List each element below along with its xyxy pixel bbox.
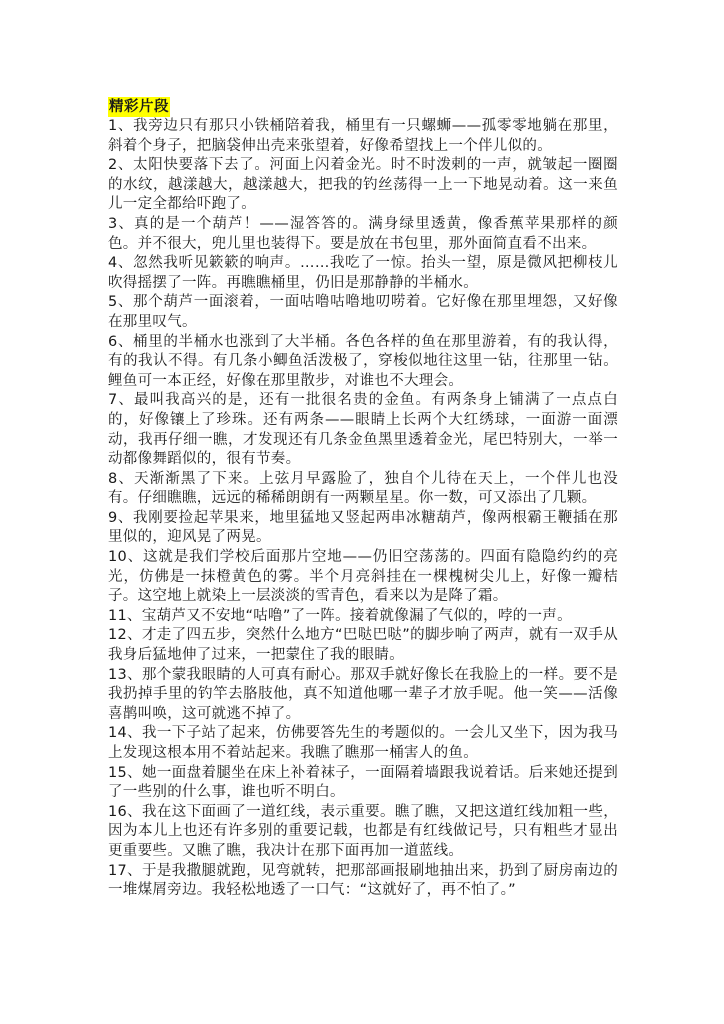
paragraph-2: 2、太阳快要落下去了。河面上闪着金光。时不时泼剌的一声，就皱起一圈圈的水纹，越漾越大，越漾越大，把我的钓丝荡得一上一下地晃动着。这一来鱼儿一定全都给吓跑了。 bbox=[108, 157, 618, 213]
paragraph-16: 16、我在这下面画了一道红线，表示重要。瞧了瞧，又把这道红线加粗一些，因为本儿上也还有许多别的重要记载，也都是有红线做记号，只有粗些才显出更重要些。又瞧了瞧，我决计在那下面再加一道蓝线。 bbox=[108, 803, 618, 859]
paragraph-9: 9、我刚要捡起苹果来，地里猛地又竖起两串冰糖葫芦，像两根霸王鞭插在那里似的，迎风晃了两晃。 bbox=[108, 509, 618, 546]
paragraph-5: 5、那个葫芦一面滚着，一面咕噜咕噜地叨唠着。它好像在那里埋怨，又好像在那里叹气。 bbox=[108, 294, 618, 330]
paragraph-4: 4、忽然我听见簌簌的响声。……我吃了一惊。抬头一望，原是微风把柳枝儿吹得摇摆了一阵。再瞧瞧桶里，仍旧是那静静的半桶水。 bbox=[108, 255, 618, 291]
paragraph-6: 6、桶里的半桶水也涨到了大半桶。各色各样的鱼在那里游着，有的我认得，有的我认不得。有几条小鲫鱼活泼极了，穿梭似地往这里一钻，往那里一钻。鲤鱼可一本正经，好像在那里散步，对谁也不大理会。 bbox=[108, 333, 618, 389]
paragraph-7: 7、最叫我高兴的是，还有一批很名贵的金鱼。有两条身上铺满了一点点白的，好像镶上了珍珠。还有两条——眼睛上长两个大红绣球，一面游一面漂动，我再仔细一瞧，才发现还有几条金鱼黑里透着金光，尾巴特别大，一举一动都像舞蹈似的，很有节奏。 bbox=[108, 392, 618, 468]
paragraph-3: 3、真的是一个葫芦！——湿答答的。满身绿里透黄，像香蕉苹果那样的颜色。并不很大，兜儿里也装得下。要是放在书包里，那外面简直看不出来。 bbox=[108, 215, 618, 252]
paragraph-13: 13、那个蒙我眼睛的人可真有耐心。那双手就好像长在我脸上的一样。要不是我扔掉手里的钓竿去胳肢他，真不知道他哪一辈子才放手呢。他一笑——活像喜鹊叫唤，这可就逃不掉了。 bbox=[108, 666, 618, 722]
paragraph-1: 1、我旁边只有那只小铁桶陪着我，桶里有一只螺蛳——孤零零地躺在那里，斜着个身子，把脑袋伸出壳来张望着，好像希望找上一个伴儿似的。 bbox=[108, 118, 618, 154]
section-heading: 精彩片段 bbox=[109, 99, 169, 115]
paragraph-12: 12、才走了四五步，突然什么地方“巴哒巴哒”的脚步响了两声，就有一双手从我身后猛地伸了过来，一把蒙住了我的眼睛。 bbox=[108, 627, 618, 664]
paragraph-15: 15、她一面盘着腿坐在床上补着袜子，一面隔着墙跟我说着话。后来她还提到了一些别的什么事，谁也听不明白。 bbox=[108, 764, 618, 801]
paragraph-8: 8、天渐渐黑了下来。上弦月早露脸了，独自个儿待在天上，一个伴儿也没有。仔细瞧瞧，远远的稀稀朗朗有一两颗星星。你一数，可又添出了几颗。 bbox=[108, 470, 618, 507]
document-page bbox=[108, 96, 618, 901]
paragraph-11: 11、宝葫芦又不安地“咕噜”了一阵。接着就像漏了气似的，哱的一声。 bbox=[108, 607, 572, 624]
paragraph-14: 14、我一下子站了起来，仿佛要答先生的考题似的。一会儿又坐下，因为我马上发现这根本用不着站起来。我瞧了瞧那一桶害人的鱼。 bbox=[108, 725, 618, 761]
paragraph-10: 10、这就是我们学校后面那片空地——仍旧空荡荡的。四面有隐隐约约的亮光，仿佛是一抹橙黄色的雾。半个月亮斜挂在一棵槐树尖儿上，好像一瓣桔子。这空地上就染上一层淡淡的雪青色，看来以为是降了霜。 bbox=[108, 549, 618, 605]
paragraph-17: 17、于是我撒腿就跑，见弯就转，把那部画报刷地抽出来，扔到了厨房南边的一堆煤屑旁边。我轻松地透了一口气：“这就好了，再不怕了。” bbox=[108, 862, 618, 899]
